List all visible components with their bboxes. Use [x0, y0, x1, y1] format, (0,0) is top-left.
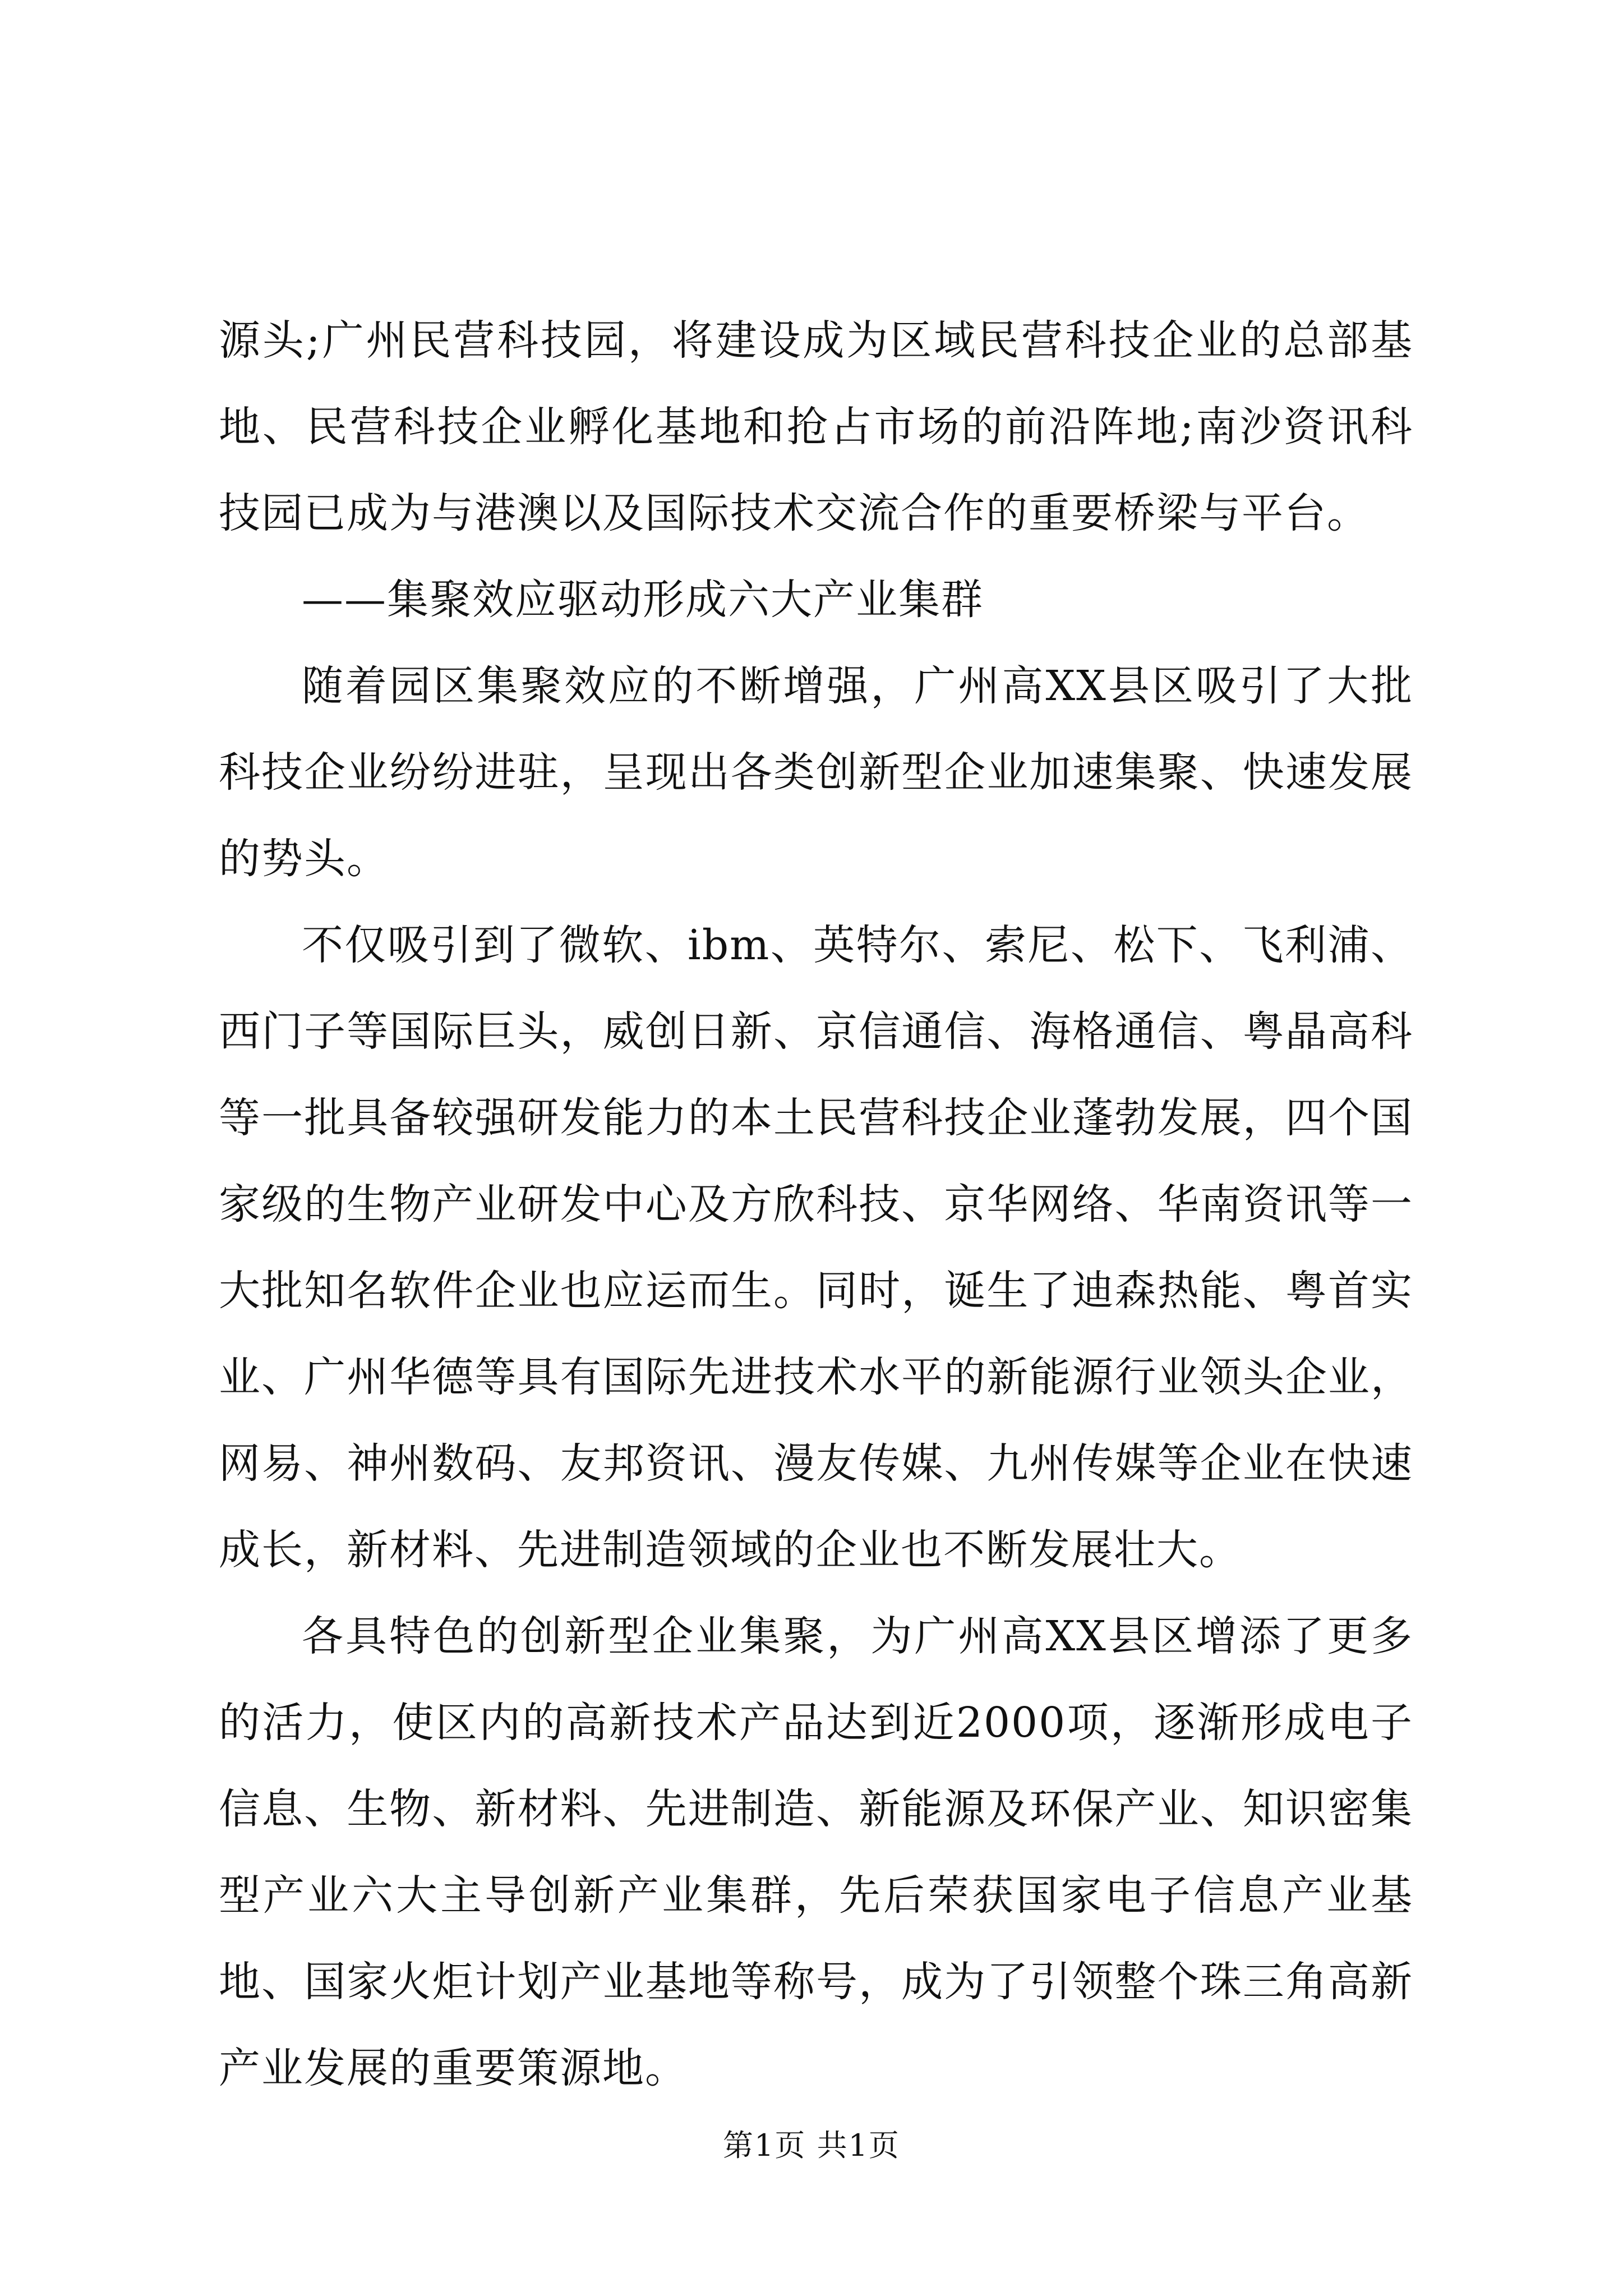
paragraph: 不仅吸引到了微软、ibm、英特尔、索尼、松下、飞利浦、西门子等国际巨头，威创日新、京信通信、海格通信、粤晶高科等一批具备较强研发能力的本土民营科技企业蓬勃发展，四个国家级的生物产业研发中心及方欣科技、京华网络、华南资讯等一大批知名软件企业也应运而生。同时，诞生了迪森热能、粤首实业、广州华德等具有国际先进技术水平的新能源行业领头企业，网易、神州数码、友邦资讯、漫友传媒、九州传媒等企业在快速成长，新材料、先进制造领域的企业也不断发展壮大。 — [219, 921, 1413, 1574]
paragraph: 随着园区集聚效应的不断增强，广州高XX县区吸引了大批科技企业纷纷进驻，呈现出各类创新型企业加速集聚、快速发展的势头。 — [219, 662, 1413, 883]
section-heading: ——集聚效应驱动形成六大产业集群 — [302, 576, 984, 624]
document-body — [219, 297, 1413, 2111]
paragraph-continuation: 源头;广州民营科技园，将建设成为区域民营科技企业的总部基地、民营科技企业孵化基地和抢占市场的前沿阵地;南沙资讯科技园已成为与港澳以及国际技术交流合作的重要桥梁与平台。 — [219, 316, 1413, 537]
page-number-footer: 第1页 共1页 — [723, 2128, 900, 2163]
paragraph: 各具特色的创新型企业集聚，为广州高XX县区增添了更多的活力，使区内的高新技术产品达到近2000项，逐渐形成电子信息、生物、新材料、先进制造、新能源及环保产业、知识密集型产业六大主导创新产业集群，先后荣获国家电子信息产业基地、国家火炬计划产业基地等称号，成为了引领整个珠三角高新产业发展的重要策源地。 — [219, 1612, 1413, 2092]
